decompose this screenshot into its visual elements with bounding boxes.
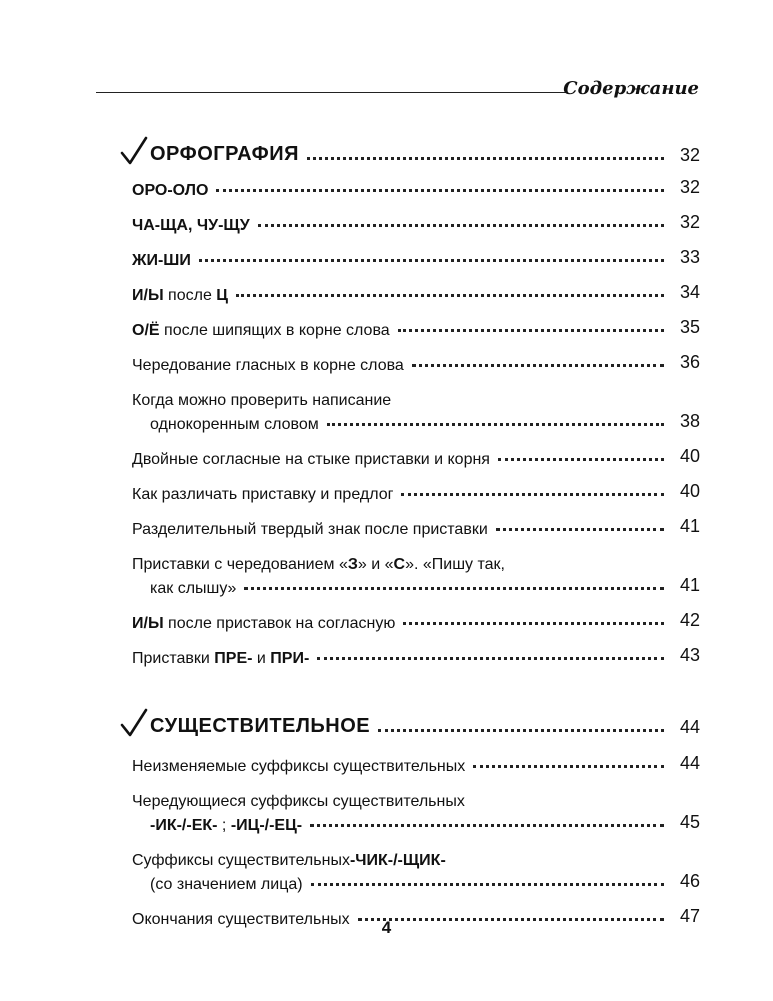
entry-title: [132, 758, 465, 776]
checkmark-icon: [120, 708, 150, 740]
entry-title: [132, 182, 208, 200]
entry-text-fragment: З: [347, 556, 358, 573]
entry-page-number: 36: [679, 352, 700, 372]
entry-title: [132, 252, 191, 270]
entry-page-number: 44: [679, 753, 700, 773]
entry-text-fragment: ОРО-ОЛО: [132, 182, 209, 199]
entry-title: [150, 817, 302, 835]
header-rule: [96, 92, 567, 93]
entry-line: [132, 811, 700, 835]
entry-title: [132, 357, 404, 375]
entry-text-fragment: после: [163, 287, 217, 304]
entry-title: [150, 580, 236, 598]
entry-text-fragment: Неизменяемые суффиксы существительных: [132, 758, 466, 775]
entry-text-fragment: как слышу»: [150, 580, 237, 597]
entry-page-number: 34: [679, 282, 700, 302]
section-title: СУЩЕСТВИТЕЛЬНОЕ: [150, 715, 371, 737]
entry-line: [132, 281, 700, 305]
entry-text-fragment: Окончания существительных: [132, 911, 350, 928]
entry-first-line: [132, 386, 700, 410]
entry-text-fragment: Двойные согласные на стыке приставки и корня: [132, 451, 490, 468]
entry-line: [132, 316, 700, 340]
entry-text-fragment: после шипящих в корне слова: [159, 322, 390, 339]
entry-text-fragment: Суффиксы существительных: [132, 852, 350, 869]
toc-entry[interactable]: [132, 246, 700, 270]
toc-entry[interactable]: [132, 787, 700, 835]
entry-text-fragment: ». «Пишу так,: [405, 556, 505, 573]
entry-title: [150, 416, 319, 434]
entry-title: [132, 486, 393, 504]
page-number: 4: [381, 918, 392, 937]
section-heading-1[interactable]: [120, 128, 700, 168]
entry-title: [132, 217, 250, 235]
entry-line: [132, 246, 700, 270]
entry-text-fragment: Чередующиеся суффиксы существительных: [132, 793, 465, 810]
entry-text-fragment: » и «: [357, 556, 394, 573]
running-header: [96, 78, 699, 102]
entry-line: [132, 752, 700, 776]
entry-text-fragment: Разделительный твердый знак после приставки: [132, 521, 488, 538]
entry-text-fragment: Приставки: [132, 650, 215, 667]
entry-line: [132, 609, 700, 633]
entry-page-number: 46: [679, 871, 700, 891]
entry-page-number: 40: [679, 481, 700, 501]
entry-text-fragment: -ИК-/-ЕК-: [150, 817, 218, 834]
entry-title: [132, 451, 490, 469]
entry-text-fragment: ЖИ-ШИ: [132, 252, 191, 269]
section-page-number: 32: [679, 145, 700, 165]
toc-entry[interactable]: [132, 644, 700, 668]
entry-page-number: 41: [679, 516, 700, 536]
entry-page-number: 43: [679, 645, 700, 665]
entry-page-number: 38: [679, 411, 700, 431]
dot-leader: [498, 458, 664, 461]
entry-first-line: [132, 787, 700, 811]
dot-leader: [327, 423, 664, 426]
entry-page-number: 41: [679, 575, 700, 595]
entry-title: [150, 876, 303, 894]
entry-first-line: [132, 550, 700, 574]
entry-line: [132, 211, 700, 235]
entry-text-fragment: О/Ё: [132, 322, 160, 339]
section-title: ОРФОГРАФИЯ: [150, 143, 299, 165]
toc-entry[interactable]: [132, 386, 700, 434]
entry-line: [132, 480, 700, 504]
toc-entry[interactable]: [132, 176, 700, 200]
entry-title: [132, 615, 395, 633]
entry-text-fragment: и: [252, 650, 271, 667]
toc-entry[interactable]: [132, 351, 700, 375]
entry-text-fragment: ПРИ-: [270, 650, 310, 667]
section-heading-2[interactable]: [120, 700, 700, 740]
toc-entry[interactable]: [132, 445, 700, 469]
entry-line: [132, 351, 700, 375]
dot-leader: [236, 294, 664, 297]
toc-entry[interactable]: [132, 609, 700, 633]
toc-entry[interactable]: [132, 515, 700, 539]
entry-text-fragment: ПРЕ-: [214, 650, 253, 667]
entry-title: [132, 322, 390, 340]
entry-line: [132, 644, 700, 668]
entry-title: [132, 521, 488, 539]
toc-entry[interactable]: [132, 211, 700, 235]
toc-entry[interactable]: [132, 316, 700, 340]
toc-entry[interactable]: [132, 281, 700, 305]
dot-leader: [378, 729, 664, 732]
dot-leader: [307, 157, 664, 160]
entry-page-number: 32: [679, 212, 700, 232]
entry-text-fragment: Как различать приставку и предлог: [132, 486, 394, 503]
entry-page-number: 33: [679, 247, 700, 267]
entry-page-number: 40: [679, 446, 700, 466]
entry-line: [132, 574, 700, 598]
entry-text-fragment: однокоренным словом: [150, 416, 319, 433]
entry-line: [132, 176, 700, 200]
entry-text-fragment: Ц: [216, 287, 228, 304]
dot-leader: [199, 259, 664, 262]
entry-text-fragment: (со значением лица): [150, 876, 303, 893]
entry-line: [132, 410, 700, 434]
dot-leader: [258, 224, 664, 227]
entry-text-fragment: Приставки с чередованием «: [132, 556, 348, 573]
dot-leader: [412, 364, 664, 367]
header-title: Содержание: [563, 78, 699, 99]
dot-leader: [496, 528, 664, 531]
toc-entry[interactable]: [132, 752, 700, 776]
dot-leader: [317, 657, 664, 660]
entry-line: [132, 445, 700, 469]
dot-leader: [398, 329, 664, 332]
entry-text-fragment: С: [393, 556, 406, 573]
entry-text-fragment: -ЧИК-/-ЩИК-: [349, 852, 446, 869]
dot-leader: [311, 883, 664, 886]
entry-first-line: [132, 846, 700, 870]
entry-line: [132, 515, 700, 539]
section-page-number: 44: [679, 717, 700, 737]
entry-line: [132, 870, 700, 894]
entry-page-number: 32: [679, 177, 700, 197]
entry-title: [132, 287, 228, 305]
entry-text-fragment: Чередование гласных в корне слова: [132, 357, 404, 374]
entry-page-number: 47: [679, 906, 700, 926]
table-of-contents: [120, 128, 700, 940]
dot-leader: [244, 587, 664, 590]
entry-text-fragment: И/Ы: [132, 287, 164, 304]
dot-leader: [403, 622, 664, 625]
toc-entry[interactable]: [132, 846, 700, 894]
dot-leader: [310, 824, 664, 827]
dot-leader: [401, 493, 664, 496]
entry-text-fragment: И/Ы: [132, 615, 164, 632]
dot-leader: [473, 765, 664, 768]
entry-text-fragment: ;: [217, 817, 231, 834]
entry-text-fragment: Когда можно проверить написание: [132, 392, 392, 409]
entry-page-number: 42: [679, 610, 700, 630]
entry-text-fragment: после приставок на согласную: [163, 615, 396, 632]
toc-entry[interactable]: [132, 550, 700, 598]
entry-text-fragment: ЧА-ЩА, ЧУ-ЩУ: [132, 217, 250, 234]
entry-page-number: 35: [679, 317, 700, 337]
toc-entry[interactable]: [132, 480, 700, 504]
checkmark-icon: [120, 136, 150, 168]
entry-title: [132, 650, 309, 668]
dot-leader: [216, 189, 664, 192]
entry-page-number: 45: [679, 812, 700, 832]
entry-text-fragment: -ИЦ-/-ЕЦ-: [230, 817, 303, 834]
